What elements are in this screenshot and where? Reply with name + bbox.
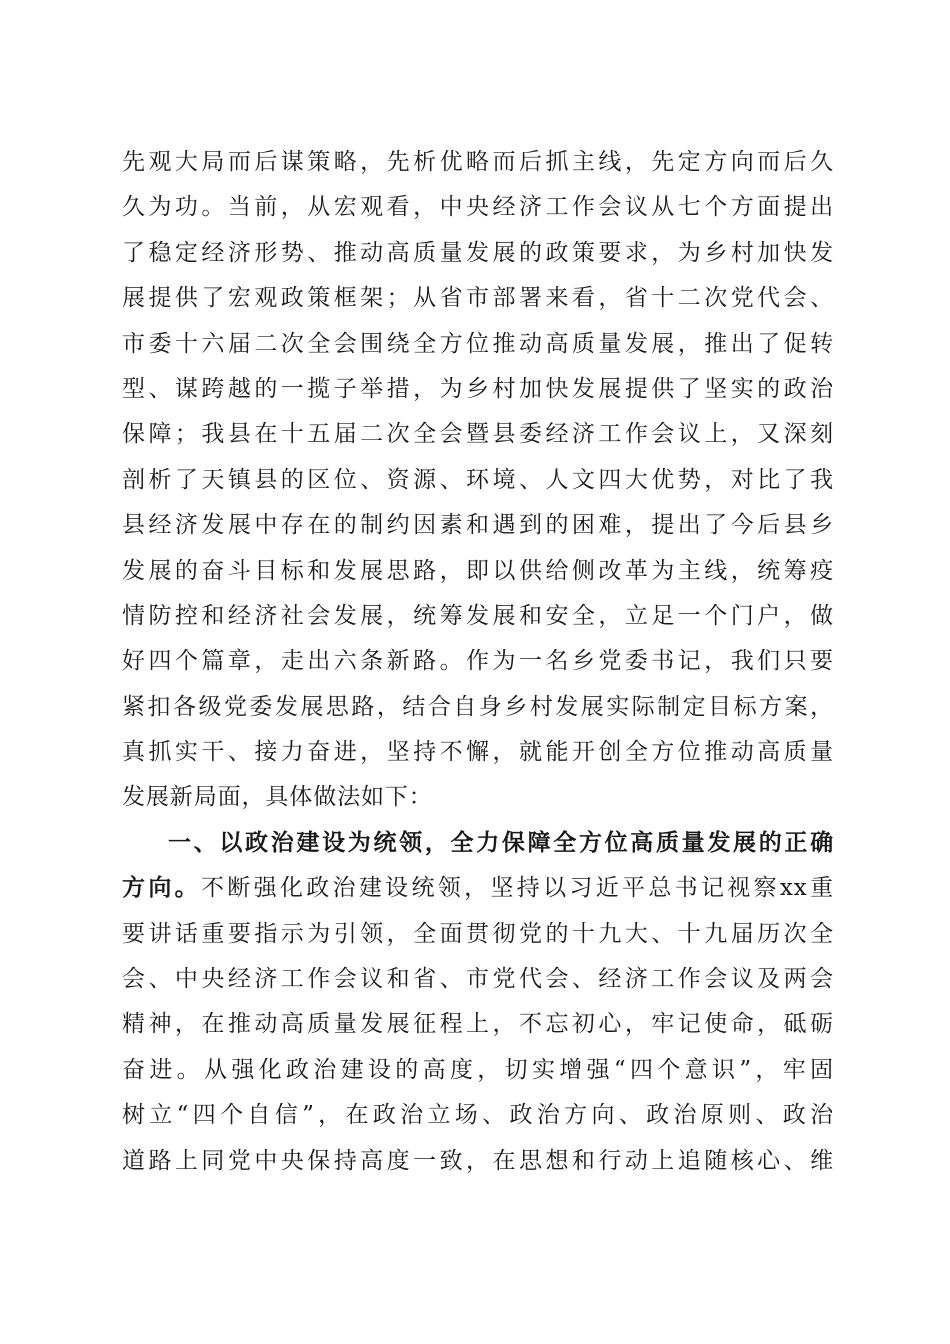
section-heading-end: 方向。 [122,875,201,902]
text-line: 型、谋跨越的一揽子举措，为乡村加快发展提供了坚实的政治 [122,375,834,402]
text-line: 剖析了天镇县的区位、资源、环境、人文四大优势，对比了我 [122,466,834,493]
text-line: 先观大局而后谋策略，先析优略而后抓主线，先定方向而后久 [122,149,834,175]
text-line: 树立“四个自信”，在政治立场、政治方向、政治原则、政治 [122,1102,834,1129]
text-line: 保障；我县在十五届二次全会暨县委经济工作会议上，又深刻 [122,421,834,448]
text-line: 发展新局面，具体做法如下： [122,784,433,811]
text-line: 发展的奋斗目标和发展思路，即以供给侧改革为主线，统筹疫 [122,557,834,584]
text-line: 好四个篇章，走出六条新路。作为一名乡党委书记，我们只要 [122,648,834,675]
section-heading-continuation [122,866,834,911]
text-line: 精神，在推动高质量发展征程上，不忘初心，牢记使命，砥砺 [122,1011,834,1038]
text-line: 奋进。从强化政治建设的高度，切实增强“四个意识”，牢固 [122,1056,834,1083]
section-text-start: 不断强化政治建设统领，坚持以习近平总书记视察xx重 [200,875,834,902]
section-heading: 一、以政治建设为统领，全力保障全方位高质量发展的正确 [168,829,834,856]
text-line: 了稳定经济形势、推动高质量发展的政策要求，为乡村加快发 [122,239,834,266]
text-line: 县经济发展中存在的制约因素和遇到的困难，提出了今后县乡 [122,512,834,539]
text-line: 要讲话重要指示为引领，全面贯彻党的十九大、十九届历次全 [122,920,834,947]
text-line: 市委十六届二次全会围绕全方位推动高质量发展，推出了促转 [122,330,834,357]
document-body [122,140,834,1184]
text-line: 情防控和经济社会发展，统筹发展和安全，立足一个门户，做 [122,602,834,629]
text-line: 真抓实干、接力奋进，坚持不懈，就能开创全方位推动高质量 [122,739,834,766]
text-line: 道路上同党中央保持高度一致，在思想和行动上追随核心、维 [122,1147,834,1174]
text-line: 展提供了宏观政策框架；从省市部署来看，省十二次党代会、 [122,285,834,312]
text-line: 紧扣各级党委发展思路，结合自身乡村发展实际制定目标方案， [122,693,834,720]
text-line: 会、中央经济工作会议和省、市党代会、经济工作会议及两会 [122,966,834,993]
text-line: 久为功。当前，从宏观看，中央经济工作会议从七个方面提出 [122,194,834,221]
